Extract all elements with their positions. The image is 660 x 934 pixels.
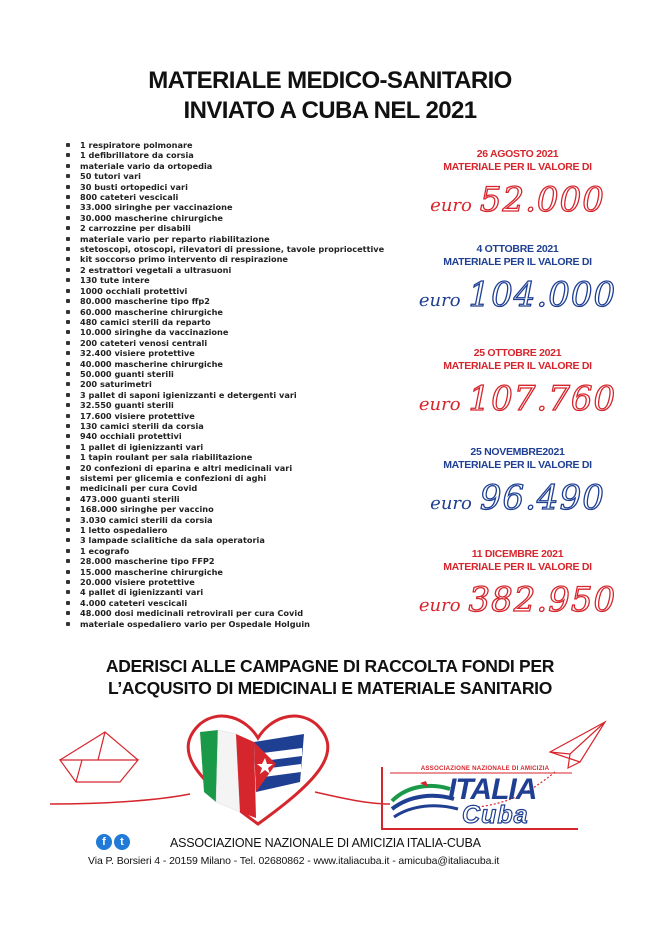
bullet-icon [66, 538, 70, 542]
list-item-text: materiale vario da ortopedia [80, 160, 213, 171]
list-item-text: 40.000 mascherine chirurgiche [80, 358, 223, 369]
bullet-icon [66, 351, 70, 355]
donation-block [415, 548, 620, 620]
bullet-icon [66, 362, 70, 366]
title-line-2: INVIATO A CUBA NEL 2021 [183, 97, 477, 124]
bullet-icon [66, 195, 70, 199]
list-item [66, 483, 406, 493]
logo-italia-text: ITALIA [448, 773, 537, 806]
list-item [66, 535, 406, 545]
list-item-text: 4.000 cateteri vescicali [80, 597, 188, 608]
heart-icon [188, 716, 328, 824]
bullet-icon [66, 268, 70, 272]
bullet-icon [66, 341, 70, 345]
logo-cuba-text: Cuba [462, 801, 529, 829]
bullet-icon [66, 590, 70, 594]
list-item-text: stetoscopi, otoscopi, rilevatori di pressione, tavole propriocettive [80, 244, 385, 255]
list-item-text: 940 occhiali protettivi [80, 431, 182, 442]
list-item [66, 608, 406, 618]
list-item [66, 150, 406, 160]
bullet-icon [66, 299, 70, 303]
list-item [66, 359, 406, 369]
donation-block [415, 347, 620, 419]
donation-amount [415, 478, 620, 518]
bullet-icon [66, 164, 70, 168]
list-item [66, 421, 406, 431]
list-item-text: 32.550 guanti sterili [80, 400, 174, 411]
currency-label: euro [418, 290, 461, 311]
list-item-text: 473.000 guanti sterili [80, 493, 180, 504]
list-item-text: 60.000 mascherine chirurgiche [80, 306, 223, 317]
donation-label: MATERIALE PER IL VALORE DI [443, 161, 592, 173]
currency-label: euro [418, 394, 461, 415]
donation-label: MATERIALE PER IL VALORE DI [443, 561, 592, 573]
bullet-icon [66, 466, 70, 470]
bullet-icon [66, 518, 70, 522]
list-item [66, 234, 406, 244]
list-item-text: 1 ecografo [80, 545, 130, 556]
amount-value: 104.000 [468, 275, 617, 315]
list-item-text: 33.000 siringhe per vaccinazione [80, 202, 233, 213]
bullet-icon [66, 403, 70, 407]
donation-label: MATERIALE PER IL VALORE DI [443, 459, 592, 471]
list-item [66, 546, 406, 556]
bullet-icon [66, 278, 70, 282]
list-item-text: 3 lampade scialitiche da sala operatoria [80, 535, 265, 546]
bullet-icon [66, 570, 70, 574]
list-item-text: 20.000 visiere protettive [80, 577, 195, 588]
social-links [96, 834, 130, 850]
list-item [66, 473, 406, 483]
list-item [66, 307, 406, 317]
appeal-text [0, 655, 660, 699]
bullet-icon [66, 185, 70, 189]
list-item-text: 1 defibrillatore da corsia [80, 150, 194, 161]
list-item-text: 1 respiratore polmonare [80, 140, 193, 150]
bullet-icon [66, 455, 70, 459]
amount-value: 107.760 [468, 379, 617, 419]
list-item-text: 30.000 mascherine chirurgiche [80, 212, 223, 223]
list-item-text: 20 confezioni di eparina e altri medicinali vari [80, 462, 293, 473]
bullet-icon [66, 611, 70, 615]
list-item [66, 598, 406, 608]
donation-date: 11 DICEMBRE 2021 [471, 548, 564, 560]
bullet-icon [66, 257, 70, 261]
list-item [66, 504, 406, 514]
list-item [66, 577, 406, 587]
list-item-text: 130 camici sterili da corsia [80, 420, 204, 431]
list-item-text: 10.000 siringhe da vaccinazione [80, 327, 229, 338]
list-item-text: materiale ospedaliero vario per Ospedale Holguin [80, 618, 311, 629]
list-item-text: 1 pallet di igienizzanti vari [80, 441, 204, 452]
donation-amount [415, 379, 620, 419]
list-item [66, 379, 406, 389]
bullet-icon [66, 580, 70, 584]
list-item [66, 494, 406, 504]
list-item [66, 244, 406, 254]
currency-label: euro [418, 595, 461, 616]
list-item [66, 587, 406, 597]
list-item-text: 1 letto ospedaliero [80, 525, 168, 536]
list-item [66, 515, 406, 525]
italia-cuba-logo [380, 763, 580, 833]
bullet-icon [66, 622, 70, 626]
appeal-line-1: ADERISCI ALLE CAMPAGNE DI RACCOLTA FONDI PER [105, 656, 555, 676]
list-item [66, 171, 406, 181]
bullet-icon [66, 174, 70, 178]
amount-value: 52.000 [479, 180, 605, 220]
bullet-icon [66, 247, 70, 251]
list-item [66, 567, 406, 577]
bullet-icon [66, 414, 70, 418]
list-item [66, 254, 406, 264]
donation-date: 25 NOVEMBRE2021 [470, 446, 565, 458]
list-item [66, 265, 406, 275]
list-item [66, 213, 406, 223]
bullet-icon [66, 424, 70, 428]
bullet-icon [66, 393, 70, 397]
bullet-icon [66, 445, 70, 449]
bullet-icon [66, 382, 70, 386]
list-item-text: 4 pallet di igienizzanti vari [80, 587, 204, 598]
donation-label: MATERIALE PER IL VALORE DI [443, 360, 592, 372]
list-item [66, 525, 406, 535]
list-item-text: 80.000 mascherine tipo ffp2 [80, 296, 210, 307]
list-item-text: 200 saturimetri [80, 379, 152, 390]
list-item [66, 182, 406, 192]
bullet-icon [66, 486, 70, 490]
list-item-text: 28.000 mascherine tipo FFP2 [80, 556, 215, 567]
list-item [66, 390, 406, 400]
list-item [66, 192, 406, 202]
donation-date: 26 AGOSTO 2021 [476, 148, 559, 160]
list-item-text: 32.400 visiere protettive [80, 348, 195, 359]
ribbon-line-right [315, 792, 390, 804]
currency-label: euro [430, 493, 472, 514]
list-item-text: 3.030 camici sterili da corsia [80, 514, 213, 525]
donation-date: 4 OTTOBRE 2021 [476, 243, 559, 255]
bullet-icon [66, 507, 70, 511]
appeal-line-2: L’ACQUSITO DI MEDICINALI E MATERIALE SANITARIO [107, 678, 553, 698]
bullet-icon [66, 310, 70, 314]
currency-label: euro [430, 195, 472, 216]
list-item [66, 442, 406, 452]
donation-block [415, 446, 620, 518]
bullet-icon [66, 216, 70, 220]
amount-value: 382.950 [468, 580, 617, 620]
bullet-icon [66, 289, 70, 293]
list-item [66, 338, 406, 348]
contacts-line: Via P. Borsieri 4 - 20159 Milano - Tel. 02680862 - www.italiacuba.it - amicuba@italiacuba.it [88, 855, 500, 867]
facebook-icon[interactable]: f [96, 834, 112, 850]
list-item-text: 1 tapin roulant per sala riabilitazione [80, 452, 253, 463]
list-item [66, 317, 406, 327]
list-item-text: 3 pallet di saponi igienizzanti e detergenti vari [80, 389, 297, 400]
list-item-text: 480 camici sterili da reparto [80, 316, 211, 327]
bullet-icon [66, 559, 70, 563]
list-item-text: 30 busti ortopedici vari [80, 181, 188, 192]
ribbon-line-left [50, 794, 190, 804]
list-item [66, 556, 406, 566]
list-item-text: 48.000 dosi medicinali retrovirali per cura Covid [80, 608, 304, 619]
bullet-icon [66, 237, 70, 241]
bullet-icon [66, 320, 70, 324]
bullet-icon [66, 330, 70, 334]
donation-amount [415, 275, 620, 315]
list-item [66, 327, 406, 337]
list-item [66, 369, 406, 379]
bullet-icon [66, 549, 70, 553]
list-item [66, 161, 406, 171]
twitter-icon[interactable]: t [114, 834, 130, 850]
donation-label: MATERIALE PER IL VALORE DI [443, 256, 592, 268]
bullet-icon [66, 372, 70, 376]
donation-amount [415, 580, 620, 620]
association-name: ASSOCIAZIONE NAZIONALE DI AMICIZIA ITALIA-CUBA [170, 836, 481, 850]
page-title [0, 66, 660, 126]
list-item-text: 15.000 mascherine chirurgiche [80, 566, 223, 577]
title-line-1: MATERIALE MEDICO-SANITARIO [148, 67, 512, 94]
list-item-text: materiale vario per reparto riabilitazione [80, 233, 270, 244]
list-item [66, 348, 406, 358]
list-item-text: 2 carrozzine per disabili [80, 223, 191, 234]
list-item [66, 140, 406, 150]
donation-block [415, 148, 620, 220]
list-item [66, 286, 406, 296]
bullet-icon [66, 476, 70, 480]
bullet-icon [66, 528, 70, 532]
donation-date: 25 OTTOBRE 2021 [473, 347, 562, 359]
list-item [66, 275, 406, 285]
list-item [66, 463, 406, 473]
materials-list [66, 140, 406, 629]
list-item [66, 411, 406, 421]
paper-boat-icon [60, 732, 138, 782]
list-item-text: 1000 occhiali protettivi [80, 285, 188, 296]
list-item-text: 50.000 guanti sterili [80, 368, 174, 379]
bullet-icon [66, 153, 70, 157]
bullet-icon [66, 143, 70, 147]
list-item [66, 223, 406, 233]
donation-amount [415, 180, 620, 220]
list-item [66, 431, 406, 441]
list-item [66, 296, 406, 306]
logo-top-text: ASSOCIAZIONE NAZIONALE DI AMICIZIA [420, 765, 550, 772]
list-item-text: 130 tute intere [80, 275, 150, 286]
bullet-icon [66, 601, 70, 605]
list-item-text: 200 cateteri venosi centrali [80, 337, 208, 348]
list-item [66, 202, 406, 212]
list-item [66, 619, 406, 629]
list-item-text: 800 cateteri vescicali [80, 192, 179, 203]
bullet-icon [66, 497, 70, 501]
list-item-text: kit soccorso primo intervento di respirazione [80, 254, 288, 265]
bullet-icon [66, 226, 70, 230]
list-item [66, 452, 406, 462]
list-item-text: 2 estrattori vegetali a ultrasuoni [80, 264, 232, 275]
bullet-icon [66, 205, 70, 209]
amount-value: 96.490 [479, 478, 605, 518]
list-item-text: 50 tutori vari [80, 171, 141, 182]
donation-block [415, 243, 620, 315]
list-item-text: 168.000 siringhe per vaccino [80, 504, 214, 515]
list-item [66, 400, 406, 410]
list-item-text: 17.600 visiere protettive [80, 410, 195, 421]
list-item-text: medicinali per cura Covid [80, 483, 198, 494]
bullet-icon [66, 434, 70, 438]
list-item-text: sistemi per glicemia e confezioni di aghi [80, 473, 267, 483]
